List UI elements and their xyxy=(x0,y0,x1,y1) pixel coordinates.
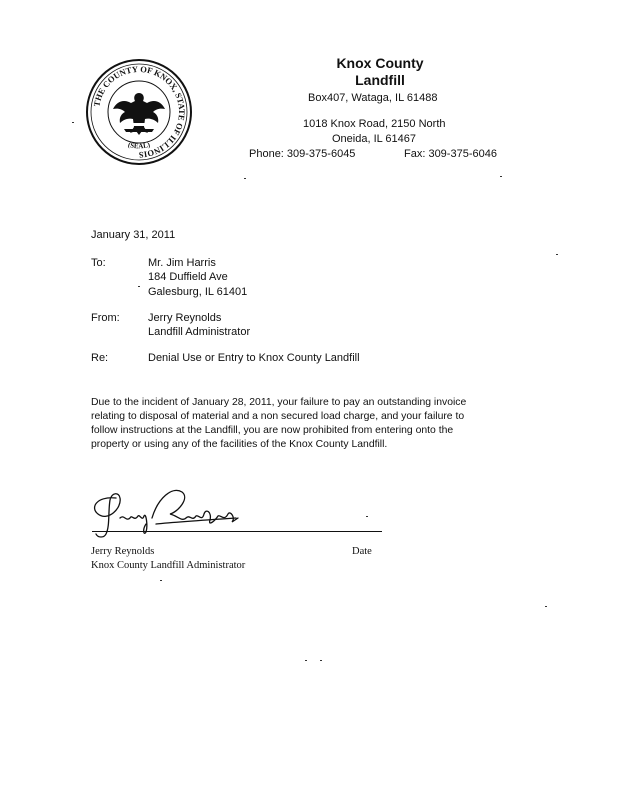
scan-speck xyxy=(138,286,140,287)
sender-name: Jerry Reynolds xyxy=(148,312,222,324)
recipient-city: Galesburg, IL 61401 xyxy=(148,286,248,298)
from-label: From: xyxy=(91,312,120,324)
letter-body xyxy=(91,396,531,452)
phone-number: Phone: 309-375-6045 xyxy=(249,148,356,160)
eagle-icon xyxy=(113,93,165,135)
scan-speck xyxy=(160,580,162,581)
to-label: To: xyxy=(91,257,106,269)
recipient-name: Mr. Jim Harris xyxy=(148,257,216,269)
re-label: Re: xyxy=(91,352,109,364)
body-line: property or using any of the facilities of the Knox County Landfill. xyxy=(91,439,388,450)
county-seal xyxy=(84,57,194,167)
scan-speck xyxy=(305,660,307,661)
recipient-street: 184 Duffield Ave xyxy=(148,271,228,283)
body-line: Due to the incident of January 28, 2011, your failure to pay an outstanding invoice xyxy=(91,397,467,408)
scan-speck xyxy=(556,254,558,255)
date-label: Date xyxy=(352,546,372,557)
letter-date: January 31, 2011 xyxy=(91,229,176,241)
org-name-line1: Knox County xyxy=(336,55,424,71)
scan-speck xyxy=(545,606,547,607)
svg-text:(SEAL) xyxy=(127,141,151,151)
seal-bottom-text: (SEAL) xyxy=(127,140,151,151)
scan-speck xyxy=(72,122,74,123)
mailing-address: Box407, Wataga, IL 61488 xyxy=(308,92,438,104)
signer-name: Jerry Reynolds xyxy=(91,546,155,557)
scan-speck xyxy=(366,516,368,517)
subject-line: Denial Use or Entry to Knox County Landfill xyxy=(148,352,360,364)
scan-speck xyxy=(244,178,246,179)
body-line: follow instructions at the Landfill, you are now prohibited from entering onto the xyxy=(91,425,454,436)
seal-ring-text: THE COUNTY OF KNOX, STATE OF ILLINOIS xyxy=(91,63,188,161)
fax-number: Fax: 309-375-6046 xyxy=(404,148,497,160)
org-name-line2: Landfill xyxy=(355,72,405,88)
sender-title: Landfill Administrator xyxy=(148,326,251,338)
signature-line xyxy=(92,531,382,532)
scan-speck xyxy=(500,176,502,177)
scan-speck xyxy=(320,660,322,661)
signer-title: Knox County Landfill Administrator xyxy=(91,560,246,571)
city-address: Oneida, IL 61467 xyxy=(332,133,416,145)
street-address: 1018 Knox Road, 2150 North xyxy=(303,118,446,130)
body-line: relating to disposal of material and a non secured load charge, and your failure to xyxy=(91,411,465,422)
